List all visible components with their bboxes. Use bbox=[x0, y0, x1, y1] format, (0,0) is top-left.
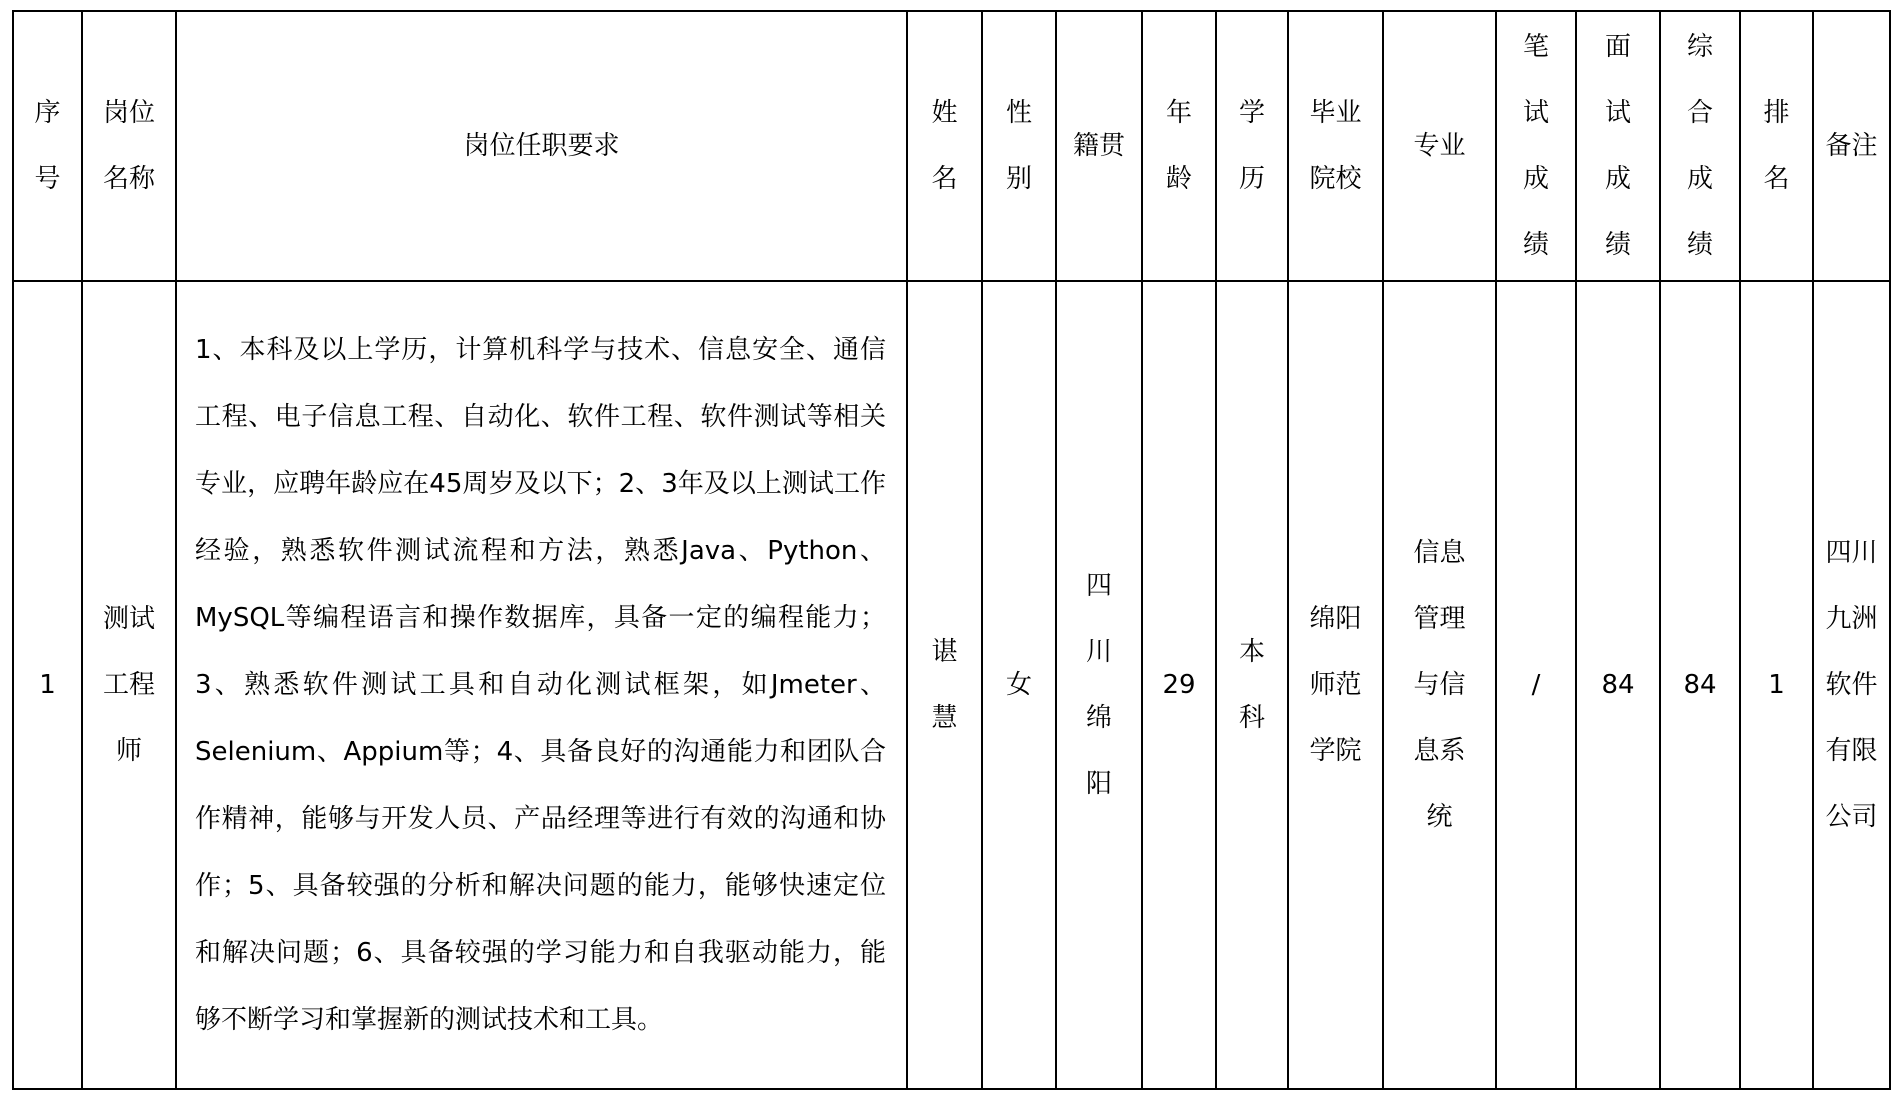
cell-written-score-text: / bbox=[1531, 670, 1541, 700]
header-school-text: 毕业 院校 bbox=[1309, 98, 1362, 194]
cell-requirements bbox=[176, 281, 907, 1089]
cell-origin-text: 四 川 绵 阳 bbox=[1085, 571, 1112, 799]
table-row bbox=[13, 281, 1890, 1089]
header-age-text: 年 龄 bbox=[1165, 98, 1192, 194]
header-origin bbox=[1056, 11, 1142, 281]
cell-school-text: 绵阳 师范 学院 bbox=[1309, 604, 1362, 766]
cell-rank bbox=[1740, 281, 1813, 1089]
header-major-text: 专业 bbox=[1413, 131, 1466, 161]
cell-origin bbox=[1056, 281, 1142, 1089]
header-age bbox=[1142, 11, 1216, 281]
header-name bbox=[907, 11, 982, 281]
header-remarks-text: 备注 bbox=[1825, 131, 1878, 161]
cell-remarks-text: 四川 九洲 软件 有限 公司 bbox=[1825, 538, 1878, 832]
cell-age-text: 29 bbox=[1162, 670, 1196, 700]
cell-interview-score bbox=[1576, 281, 1660, 1089]
cell-requirements-text: 1、本科及以上学历，计算机科学与技术、信息安全、通信工程、电子信息工程、自动化、软件工程、软件测试等相关专业，应聘年龄应在45周岁及以下；2、3年及以上测试工作经验，熟悉软件测试流程和方法，熟悉Java、Python、MySQL等编程语言和操作数据库，具备一定的编程能力；3、熟悉软件测试工具和自动化测试框架，如Jmeter、Selenium、Appium等；4、具备良好的沟通能力和团队合作精神，能够与开发人员、产品经理等进行有效的沟通和协作；5、具备较强的分析和解决问题的能力，能够快速定位和解决问题；6、具备较强的学习能力和自我驱动能力，能够不断学习和掌握新的测试技术和工具。 bbox=[195, 334, 886, 1035]
cell-age bbox=[1142, 281, 1216, 1089]
header-education bbox=[1216, 11, 1288, 281]
cell-education-text: 本 科 bbox=[1238, 637, 1265, 733]
header-name-text: 姓 名 bbox=[931, 98, 958, 194]
header-rank-text: 排 名 bbox=[1763, 98, 1790, 194]
header-position-text: 岗位 名称 bbox=[102, 98, 155, 194]
header-position bbox=[82, 11, 176, 281]
cell-education bbox=[1216, 281, 1288, 1089]
cell-gender bbox=[982, 281, 1056, 1089]
cell-school bbox=[1288, 281, 1383, 1089]
header-written-score-text: 笔 试 成 绩 bbox=[1522, 32, 1549, 260]
header-index-text: 序 号 bbox=[34, 98, 61, 194]
header-rank bbox=[1740, 11, 1813, 281]
cell-position bbox=[82, 281, 176, 1089]
cell-position-text: 测试 工程 师 bbox=[102, 604, 155, 766]
header-school bbox=[1288, 11, 1383, 281]
table-header-row bbox=[13, 11, 1890, 281]
cell-name-text: 谌 慧 bbox=[931, 637, 958, 733]
cell-major-text: 信息 管理 与信 息系 统 bbox=[1413, 538, 1466, 832]
cell-major bbox=[1383, 281, 1496, 1089]
header-gender bbox=[982, 11, 1056, 281]
cell-name bbox=[907, 281, 982, 1089]
cell-written-score bbox=[1496, 281, 1576, 1089]
header-interview-score-text: 面 试 成 绩 bbox=[1604, 32, 1631, 260]
cell-index bbox=[13, 281, 82, 1089]
recruitment-table bbox=[12, 10, 1891, 1090]
header-index bbox=[13, 11, 82, 281]
cell-remarks bbox=[1813, 281, 1890, 1089]
header-total-score bbox=[1660, 11, 1740, 281]
header-remarks bbox=[1813, 11, 1890, 281]
header-requirements bbox=[176, 11, 907, 281]
cell-rank-text: 1 bbox=[1768, 670, 1785, 700]
header-written-score bbox=[1496, 11, 1576, 281]
cell-total-score-text: 84 bbox=[1683, 670, 1717, 700]
header-education-text: 学 历 bbox=[1238, 98, 1265, 194]
header-gender-text: 性 别 bbox=[1005, 98, 1032, 194]
header-total-score-text: 综 合 成 绩 bbox=[1686, 32, 1713, 260]
header-major bbox=[1383, 11, 1496, 281]
cell-interview-score-text: 84 bbox=[1601, 670, 1635, 700]
header-origin-text: 籍贯 bbox=[1072, 131, 1125, 161]
cell-total-score bbox=[1660, 281, 1740, 1089]
header-interview-score bbox=[1576, 11, 1660, 281]
header-requirements-text: 岗位任职要求 bbox=[463, 131, 620, 161]
cell-index-text: 1 bbox=[39, 670, 56, 700]
cell-gender-text: 女 bbox=[1005, 670, 1032, 700]
